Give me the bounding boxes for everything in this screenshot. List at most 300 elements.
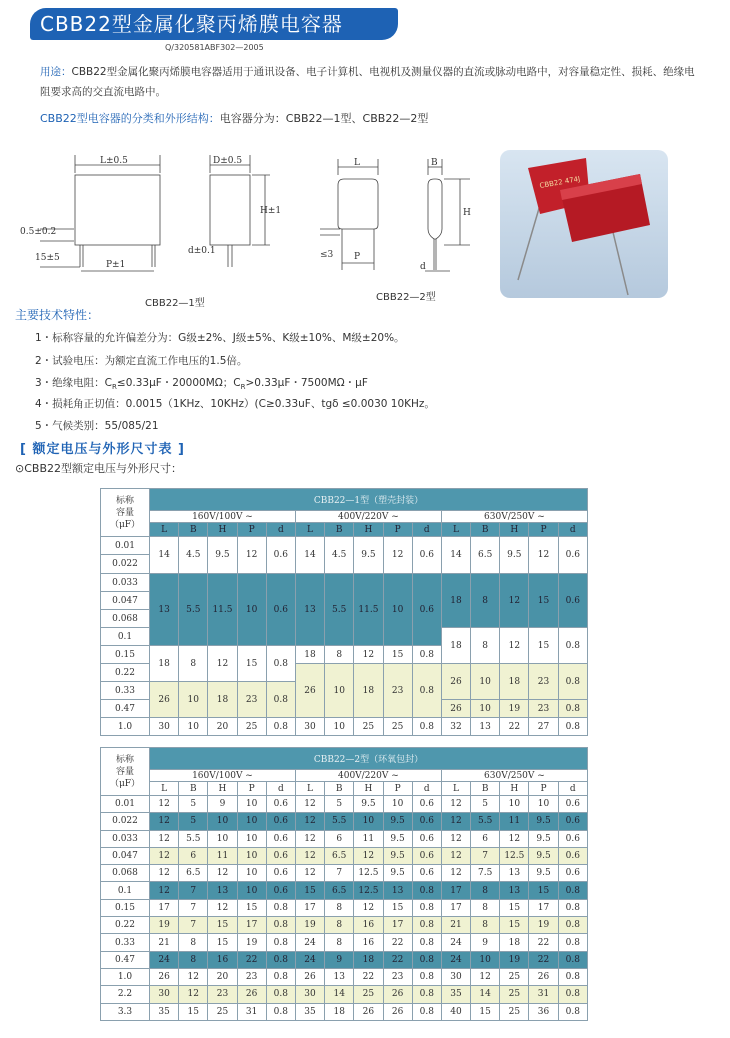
table-cell: 5 <box>471 796 500 813</box>
table-cell: 9 <box>471 934 500 951</box>
table-cell: 15 <box>237 899 266 916</box>
table-row <box>101 968 588 985</box>
table-cell: 6 <box>179 847 208 864</box>
table-cell: 12 <box>383 537 412 574</box>
table-cell: 0.8 <box>266 1003 295 1020</box>
col-header: B <box>179 523 208 537</box>
table-cell: 18 <box>208 682 237 718</box>
table-cell: 6.5 <box>325 847 354 864</box>
table-cell: 0.6 <box>412 796 441 813</box>
table-cell: 12.5 <box>500 847 529 864</box>
table-cell: 12 <box>150 882 179 899</box>
usage-label: 用途： <box>40 66 72 78</box>
col-header: B <box>179 782 208 796</box>
table-cell: 0.6 <box>412 847 441 864</box>
table-cell: 0.8 <box>266 934 295 951</box>
table-cell: 11 <box>208 847 237 864</box>
label-l-tol: L±0.5 <box>100 156 128 166</box>
table-cell: 9.5 <box>383 847 412 864</box>
table-cell: 21 <box>150 934 179 951</box>
col-header: d <box>412 782 441 796</box>
spec-3-sub-2: R <box>240 383 246 392</box>
table-cell: 12.5 <box>354 882 383 899</box>
table-cell: 12 <box>150 813 179 830</box>
table-cell: 19 <box>237 934 266 951</box>
table-cell: 0.8 <box>412 899 441 916</box>
table-cell: 12 <box>295 847 324 864</box>
table-cell: 26 <box>529 968 558 985</box>
voltage-header: 160V/100V ~ <box>150 770 296 782</box>
table-cell: 19 <box>150 917 179 934</box>
spec-3-part1: ≤0.33μF・20000MΩ；C <box>116 377 241 389</box>
table-cell: 0.8 <box>412 646 441 664</box>
label-h-tol: H±1 <box>260 206 282 216</box>
spec-3-sub: R <box>112 383 117 392</box>
table-cell: 23 <box>383 664 412 718</box>
table-cell: 16 <box>354 917 383 934</box>
col-header: B <box>471 523 500 537</box>
classification-text: 电容器分为：CBB22—1型、CBB22—2型 <box>219 112 429 125</box>
col-header: d <box>412 523 441 537</box>
spec-item: 5・气候类别：55/085/21 <box>35 420 159 432</box>
table-row <box>101 830 588 847</box>
section-title: [ 额定电压与外形尺寸表 ] <box>20 442 185 457</box>
table-cell: 9.5 <box>354 796 383 813</box>
table-cell: 26 <box>441 664 470 700</box>
table-cell: 0.8 <box>412 934 441 951</box>
col-header: L <box>150 782 179 796</box>
dimension-diagram <box>20 145 480 305</box>
table-cell: 19 <box>500 700 529 718</box>
table-cell: 10 <box>237 882 266 899</box>
table-cell: 25 <box>354 986 383 1003</box>
table-cell: 0.8 <box>266 718 295 736</box>
table-cell: 35 <box>150 1003 179 1020</box>
table-cell: 35 <box>441 986 470 1003</box>
table-cell: 12 <box>208 899 237 916</box>
table-cell: 0.6 <box>266 813 295 830</box>
table-row <box>101 1003 588 1020</box>
table-cell: 7 <box>179 917 208 934</box>
table-cell: 26 <box>237 986 266 1003</box>
table-cell: 25 <box>237 718 266 736</box>
table-type2 <box>100 747 588 1021</box>
table-cell: 0.8 <box>412 718 441 736</box>
table-cell: 12 <box>441 847 470 864</box>
table-cell: 10 <box>208 830 237 847</box>
table-cell: 5.5 <box>179 574 208 646</box>
table-cell: 15 <box>529 574 558 628</box>
table-cell: 0.8 <box>558 700 587 718</box>
cap-value: 0.1 <box>101 882 150 899</box>
table-cell: 7 <box>325 865 354 882</box>
table-cell: 10 <box>208 813 237 830</box>
table-cell: 12 <box>471 968 500 985</box>
table-cell: 0.6 <box>266 847 295 864</box>
capacitor-photo <box>500 150 668 298</box>
usage-text: CBB22型金属化聚丙烯膜电容器适用于通讯设备、电子计算机、电视机及测量仪器的直流或脉动电路中，对容量稳定性、损耗、绝缘电阻要求高的交直流电路中。 <box>40 66 695 98</box>
table-cell: 0.8 <box>266 646 295 682</box>
page-title: CBB22型金属化聚丙烯膜电容器 <box>30 8 398 40</box>
voltage-header: 160V/100V ~ <box>150 511 296 523</box>
table-cell: 25 <box>500 968 529 985</box>
table-cell: 15 <box>500 917 529 934</box>
table-cell: 10 <box>237 574 266 646</box>
table-row <box>101 813 588 830</box>
col-header: P <box>383 523 412 537</box>
table-cell: 0.6 <box>412 537 441 574</box>
table-cell: 0.8 <box>412 1003 441 1020</box>
table-row <box>101 796 588 813</box>
table-cell: 13 <box>383 882 412 899</box>
table-cell: 6 <box>471 830 500 847</box>
table-cell: 10 <box>325 664 354 718</box>
voltage-header: 400V/220V ~ <box>295 770 441 782</box>
cap-header: 标称 容量 （μF） <box>101 489 150 537</box>
table-cell: 30 <box>441 968 470 985</box>
table-cell: 12 <box>354 646 383 664</box>
table-cell: 15 <box>295 882 324 899</box>
table-cell: 13 <box>150 574 179 646</box>
spec-3-prefix: 3・绝缘电阻：C <box>35 377 113 389</box>
table-cell: 23 <box>208 986 237 1003</box>
voltage-header: 630V/250V ~ <box>441 511 587 523</box>
cap-value: 0.047 <box>101 847 150 864</box>
col-header: L <box>441 782 470 796</box>
table-cell: 6.5 <box>325 882 354 899</box>
table-cell: 11 <box>500 813 529 830</box>
table-cell: 25 <box>208 1003 237 1020</box>
table-cell: 0.6 <box>558 865 587 882</box>
table-cell: 26 <box>150 682 179 718</box>
table-cell: 7 <box>179 882 208 899</box>
label-le3: ≤3 <box>320 250 334 260</box>
table-title: CBB22—1型（塑壳封装） <box>150 489 588 511</box>
table-cell: 12 <box>441 813 470 830</box>
table-cell: 10 <box>471 664 500 700</box>
label-p-tol: P±1 <box>106 260 126 270</box>
table-cell: 10 <box>500 796 529 813</box>
table-cell: 26 <box>383 986 412 1003</box>
table-cell: 8 <box>325 917 354 934</box>
table-cell: 10 <box>237 830 266 847</box>
table-cell: 5.5 <box>325 813 354 830</box>
table-cell: 22 <box>237 951 266 968</box>
table-cell: 0.8 <box>558 899 587 916</box>
table-cell: 12 <box>500 628 529 664</box>
table-cell: 31 <box>237 1003 266 1020</box>
table-cell: 5 <box>179 813 208 830</box>
col-header: L <box>150 523 179 537</box>
label-lead: 15±5 <box>35 253 60 263</box>
table-cell: 0.6 <box>558 813 587 830</box>
table-cell: 0.8 <box>412 882 441 899</box>
col-header: L <box>295 523 324 537</box>
table-cell: 8 <box>325 646 354 664</box>
table-cell: 0.8 <box>558 628 587 664</box>
table-cell: 6 <box>325 830 354 847</box>
table-cell: 5 <box>179 796 208 813</box>
table-cell: 9.5 <box>383 830 412 847</box>
cap-value: 0.033 <box>101 830 150 847</box>
table-cell: 0.8 <box>412 917 441 934</box>
table-cell: 8 <box>471 628 500 664</box>
col-header: P <box>529 523 558 537</box>
spec-item: 2・试验电压：为额定直流工作电压的1.5倍。 <box>35 355 248 367</box>
table-cell: 27 <box>529 718 558 736</box>
table-cell: 15 <box>179 1003 208 1020</box>
col-header: L <box>441 523 470 537</box>
table-cell: 9 <box>325 951 354 968</box>
table-cell: 18 <box>500 664 529 700</box>
col-header: B <box>471 782 500 796</box>
table-cell: 15 <box>208 917 237 934</box>
table-cell: 23 <box>237 682 266 718</box>
cap-value: 0.047 <box>101 592 150 610</box>
col-header: d <box>266 523 295 537</box>
table-cell: 18 <box>325 1003 354 1020</box>
cap-value: 0.1 <box>101 628 150 646</box>
table-cell: 25 <box>383 718 412 736</box>
col-header: B <box>325 523 354 537</box>
cap-value: 0.15 <box>101 899 150 916</box>
table-cell: 0.8 <box>558 718 587 736</box>
table-cell: 13 <box>471 718 500 736</box>
cap-value: 0.22 <box>101 917 150 934</box>
table-cell: 19 <box>295 917 324 934</box>
table-cell: 14 <box>325 986 354 1003</box>
table-cell: 9.5 <box>383 865 412 882</box>
cap-value: 1.0 <box>101 968 150 985</box>
table-cell: 0.8 <box>266 986 295 1003</box>
table-cell: 17 <box>441 882 470 899</box>
table-cell: 4.5 <box>325 537 354 574</box>
label-d: d <box>420 262 426 272</box>
col-header: H <box>354 782 383 796</box>
spec-item: 1・标称容量的允许偏差分为：G级±2%、J级±5%、K级±10%、M级±20%。 <box>35 332 405 344</box>
table-row <box>101 917 588 934</box>
table-cell: 18 <box>441 628 470 664</box>
table-cell: 0.8 <box>412 951 441 968</box>
table-cell: 0.6 <box>266 882 295 899</box>
table-cell: 15 <box>529 628 558 664</box>
label-d-tol: D±0.5 <box>213 156 243 166</box>
table-cell: 12 <box>441 830 470 847</box>
table-cell: 0.8 <box>266 682 295 718</box>
table-cell: 35 <box>295 1003 324 1020</box>
table-cell: 0.6 <box>412 830 441 847</box>
table-cell: 6.5 <box>179 865 208 882</box>
table-cell: 23 <box>529 700 558 718</box>
table-cell: 25 <box>354 718 383 736</box>
table-cell: 9 <box>208 796 237 813</box>
table-cell: 0.8 <box>558 986 587 1003</box>
col-header: P <box>237 782 266 796</box>
label-p: P <box>354 252 361 262</box>
table-cell: 23 <box>383 968 412 985</box>
table-cell: 9.5 <box>529 830 558 847</box>
table-cell: 0.8 <box>558 882 587 899</box>
col-header: d <box>558 782 587 796</box>
table-cell: 24 <box>295 934 324 951</box>
cap-value: 1.0 <box>101 718 150 736</box>
table-cell: 26 <box>354 1003 383 1020</box>
table-cell: 0.8 <box>412 968 441 985</box>
table-cell: 22 <box>529 934 558 951</box>
table-cell: 15 <box>237 646 266 682</box>
table-cell: 11 <box>354 830 383 847</box>
table-cell: 32 <box>441 718 470 736</box>
col-header: P <box>529 782 558 796</box>
table-cell: 10 <box>237 865 266 882</box>
table-row <box>101 986 588 1003</box>
type1-caption: CBB22—1型 <box>145 298 205 309</box>
cap-value: 0.01 <box>101 796 150 813</box>
table-cell: 12 <box>179 986 208 1003</box>
table-cell: 10 <box>354 813 383 830</box>
table-cell: 0.8 <box>412 664 441 718</box>
table-cell: 24 <box>150 951 179 968</box>
voltage-header: 400V/220V ~ <box>295 511 441 523</box>
table-cell: 8 <box>179 934 208 951</box>
table-cell: 22 <box>383 951 412 968</box>
table-cell: 13 <box>325 968 354 985</box>
table-cell: 0.6 <box>266 574 295 646</box>
table-cell: 0.8 <box>558 934 587 951</box>
table-cell: 9.5 <box>500 537 529 574</box>
table-cell: 8 <box>179 951 208 968</box>
cap-value: 2.2 <box>101 986 150 1003</box>
table-cell: 9.5 <box>354 537 383 574</box>
table-cell: 14 <box>295 537 324 574</box>
table-cell: 0.6 <box>266 796 295 813</box>
table-cell: 26 <box>441 700 470 718</box>
table-cell: 22 <box>529 951 558 968</box>
table-cell: 24 <box>441 951 470 968</box>
table-cell: 12 <box>295 830 324 847</box>
table-cell: 0.8 <box>412 986 441 1003</box>
spec-3-part2: >0.33μF・7500MΩ・μF <box>245 377 368 389</box>
table-cell: 9.5 <box>529 865 558 882</box>
table-cell: 19 <box>529 917 558 934</box>
table-cell: 30 <box>295 718 324 736</box>
table-cell: 14 <box>441 537 470 574</box>
table-cell: 10 <box>383 796 412 813</box>
table-cell: 40 <box>441 1003 470 1020</box>
col-header: H <box>354 523 383 537</box>
table-cell: 12 <box>529 537 558 574</box>
cap-value: 0.01 <box>101 537 150 555</box>
table-cell: 30 <box>150 718 179 736</box>
table-cell: 10 <box>383 574 412 646</box>
table-cell: 15 <box>471 1003 500 1020</box>
table-cell: 8 <box>471 882 500 899</box>
table-cell: 7 <box>471 847 500 864</box>
table-row <box>101 934 588 951</box>
label-gap: 0.5±0.2 <box>20 227 57 237</box>
table-cell: 30 <box>150 986 179 1003</box>
table-row <box>101 951 588 968</box>
table-cell: 12 <box>295 865 324 882</box>
col-header: d <box>558 523 587 537</box>
table-cell: 8 <box>471 899 500 916</box>
table-cell: 12 <box>150 865 179 882</box>
table-cell: 15 <box>383 646 412 664</box>
table-cell: 16 <box>354 934 383 951</box>
table-cell: 8 <box>325 899 354 916</box>
table-cell: 12.5 <box>354 865 383 882</box>
table-cell: 26 <box>383 1003 412 1020</box>
cap-value: 0.22 <box>101 664 150 682</box>
sub-title: ⊙CBB22型额定电压与外形尺寸： <box>15 462 182 475</box>
cap-value: 0.033 <box>101 574 150 592</box>
table-cell: 23 <box>529 664 558 700</box>
col-header: H <box>208 523 237 537</box>
table-cell: 0.8 <box>266 917 295 934</box>
table-cell: 12 <box>441 796 470 813</box>
table-cell: 15 <box>383 899 412 916</box>
table-cell: 8 <box>325 934 354 951</box>
table-type1 <box>100 488 588 736</box>
table-cell: 0.8 <box>558 951 587 968</box>
table-cell: 25 <box>500 1003 529 1020</box>
table-cell: 15 <box>529 882 558 899</box>
table-cell: 12 <box>441 865 470 882</box>
cap-value: 0.47 <box>101 951 150 968</box>
table-cell: 0.6 <box>266 830 295 847</box>
table-cell: 22 <box>354 968 383 985</box>
classification-line <box>40 110 428 126</box>
table-cell: 5 <box>325 796 354 813</box>
table-cell: 0.8 <box>266 951 295 968</box>
table-cell: 25 <box>500 986 529 1003</box>
table-row <box>101 882 588 899</box>
standard-code: Q/320581ABF302—2005 <box>165 43 264 52</box>
table-cell: 30 <box>295 986 324 1003</box>
table-cell: 5.5 <box>325 574 354 646</box>
table-cell: 12 <box>179 968 208 985</box>
table-cell: 12 <box>354 847 383 864</box>
table-cell: 22 <box>383 934 412 951</box>
table-cell: 12 <box>295 813 324 830</box>
table-cell: 13 <box>500 865 529 882</box>
table-cell: 12 <box>208 646 237 682</box>
col-header: d <box>266 782 295 796</box>
cap-header: 标称 容量 （μF） <box>101 748 150 796</box>
table-cell: 18 <box>500 934 529 951</box>
col-header: H <box>500 782 529 796</box>
table-cell: 0.8 <box>558 917 587 934</box>
table-cell: 7.5 <box>471 865 500 882</box>
table-cell: 10 <box>237 813 266 830</box>
type2-caption: CBB22—2型 <box>376 292 436 303</box>
table-cell: 26 <box>150 968 179 985</box>
voltage-header: 630V/250V ~ <box>441 770 587 782</box>
table-cell: 10 <box>325 718 354 736</box>
table-cell: 10 <box>471 700 500 718</box>
table-cell: 18 <box>354 951 383 968</box>
col-header: P <box>383 782 412 796</box>
cap-value: 3.3 <box>101 1003 150 1020</box>
table-cell: 0.6 <box>558 847 587 864</box>
table-cell: 5.5 <box>179 830 208 847</box>
cap-value: 0.022 <box>101 813 150 830</box>
table-cell: 5.5 <box>471 813 500 830</box>
col-header: B <box>325 782 354 796</box>
table-cell: 0.6 <box>412 574 441 646</box>
table-cell: 10 <box>237 847 266 864</box>
table-cell: 0.6 <box>266 537 295 574</box>
